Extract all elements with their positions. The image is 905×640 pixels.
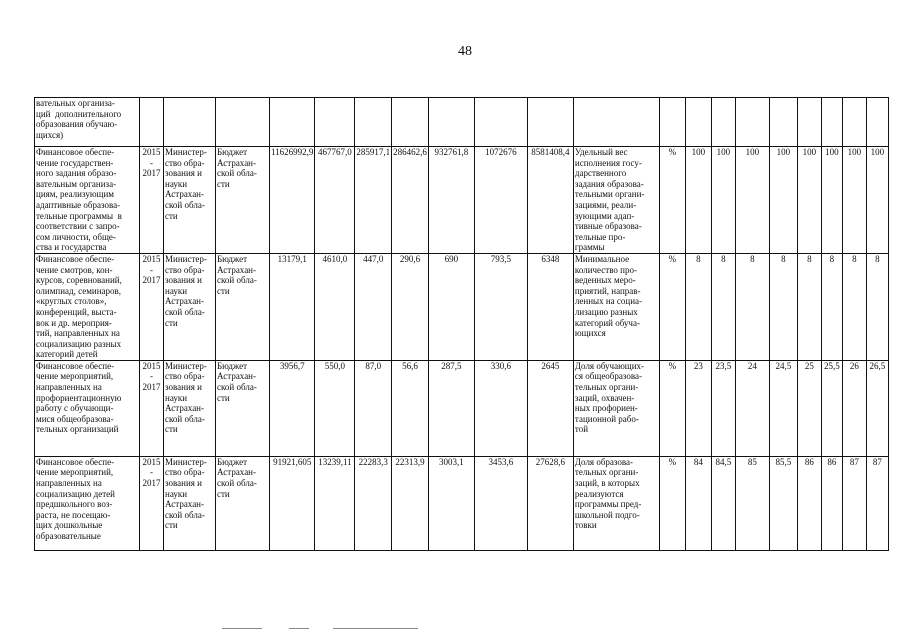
funding-amount-text: 287,5 xyxy=(441,360,462,371)
funding-amount xyxy=(428,360,474,456)
page-number: 48 xyxy=(458,44,472,59)
executor-text: Министер- ство обра- зования и науки Астрахан- ской обла- сти xyxy=(165,147,207,221)
indicator xyxy=(573,456,659,550)
funding-amount-text: 2645 xyxy=(541,360,560,371)
target-value-text: 84 xyxy=(693,456,703,467)
funding-amount-text: 8581408,4 xyxy=(531,147,570,157)
target-value xyxy=(842,147,866,254)
funding-source xyxy=(216,98,270,147)
funding-amount xyxy=(527,360,573,456)
unit-text: % xyxy=(668,456,677,467)
target-value xyxy=(821,147,842,254)
funding-source xyxy=(216,253,270,360)
target-value-text: 100 xyxy=(691,147,706,157)
target-value xyxy=(797,253,821,360)
unit xyxy=(659,98,685,147)
executor xyxy=(164,456,216,550)
indicator-text: Минимальное количество про- веденных меро- приятий, направ- ленных на социа- лизацию разных категорий обуча- ющихся xyxy=(574,253,643,339)
target-value-text: 84,5 xyxy=(715,456,732,467)
funding-amount xyxy=(392,98,429,147)
target-value xyxy=(711,360,735,456)
funding-amount-text: 3453,6 xyxy=(488,456,514,467)
target-value-text: 87 xyxy=(849,456,859,467)
target-value-text: 100 xyxy=(802,147,817,157)
target-value xyxy=(711,456,735,550)
target-value xyxy=(842,253,866,360)
funding-source-text: Бюджет Астрахан- ской обла- сти xyxy=(217,147,257,189)
funding-amount xyxy=(270,360,315,456)
funding-amount xyxy=(474,456,527,550)
activity-description-text: Финансовое обеспе- чение смотров, кон- курсов, соревнований, олимпиад, семинаров, «круглых столов», конференций, выста- вок и др. мероприя- тий, направленных на социализацию разных категорий детей xyxy=(36,253,122,360)
target-value xyxy=(797,360,821,456)
funding-amount-text: 4610,0 xyxy=(322,253,348,264)
target-value-text: 25 xyxy=(804,360,814,371)
target-value xyxy=(866,360,888,456)
implementation-years-text: 2015 - 2017 xyxy=(142,456,161,489)
indicator-text: Удельный вес исполнения госу- дарственного задания образова- тельными органи- зациями, реали- зующими адап- тивные образова- тельные про- граммы xyxy=(574,147,645,253)
target-value-text: 100 xyxy=(847,147,862,157)
indicator xyxy=(573,360,659,456)
funding-amount xyxy=(428,98,474,147)
target-value-text: 100 xyxy=(716,147,731,157)
funding-amount xyxy=(428,147,474,254)
funding-source-text: Бюджет Астрахан- ской обла- сти xyxy=(217,253,257,296)
funding-amount xyxy=(474,253,527,360)
target-value-text: 25,5 xyxy=(824,360,840,371)
funding-amount xyxy=(527,98,573,147)
executor xyxy=(164,253,216,360)
funding-amount xyxy=(355,253,392,360)
target-value xyxy=(711,253,735,360)
funding-amount xyxy=(355,360,392,456)
activity-description-text: Финансовое обеспе- чение мероприятий, направленных на социализацию детей предшкольного воз- раста, не посещаю- щих дошкольные образовательные xyxy=(36,456,115,542)
target-value xyxy=(866,98,888,147)
activity-description xyxy=(35,147,140,254)
indicator-text: Доля обучающих- ся общеобразова- тельных органи- заций, охвачен- ных профориен- тационной рабо- той xyxy=(574,360,645,435)
funding-amount xyxy=(428,456,474,550)
activity-description xyxy=(35,253,140,360)
unit xyxy=(659,253,685,360)
target-value xyxy=(769,98,797,147)
activity-description-text: Финансовое обеспе- чение государствен- ного задания образо- вательным организа- циям, реализующим адаптивные образова- тельные программы в соответствии с запро- сом личности, обще- ства и государства xyxy=(36,147,122,253)
target-value-text: 24 xyxy=(747,360,757,371)
target-value-text: 26,5 xyxy=(869,360,886,371)
funding-source-text: Бюджет Астрахан- ской обла- сти xyxy=(217,360,257,403)
target-value xyxy=(685,360,711,456)
target-value xyxy=(769,253,797,360)
funding-amount-text: 932761,8 xyxy=(434,147,469,157)
table-row xyxy=(35,360,889,456)
funding-amount-text: 3003,1 xyxy=(439,456,464,467)
funding-amount-text: 91921,605 xyxy=(273,456,312,467)
target-value xyxy=(685,456,711,550)
executor-text: Министер- ство обра- зования и науки Астрахан- ской обла- сти xyxy=(165,456,207,531)
funding-amount xyxy=(315,253,355,360)
target-value-text: 100 xyxy=(870,147,885,157)
implementation-years xyxy=(140,456,164,550)
funding-amount-text: 87,0 xyxy=(365,360,382,371)
funding-amount xyxy=(527,456,573,550)
implementation-years-text: 2015 - 2017 xyxy=(142,147,161,179)
funding-amount xyxy=(315,360,355,456)
target-value-text: 100 xyxy=(745,147,760,157)
executor xyxy=(164,360,216,456)
funding-source-text: Бюджет Астрахан- ской обла- сти xyxy=(217,456,257,499)
target-value-text: 8 xyxy=(696,253,701,264)
funding-amount-text: 13239,11 xyxy=(318,456,352,467)
target-value-text: 8 xyxy=(852,253,857,264)
target-value xyxy=(735,98,769,147)
target-value-text: 8 xyxy=(781,253,786,264)
target-value-text: 86 xyxy=(827,456,837,467)
funding-amount xyxy=(355,456,392,550)
activity-description-text: Финансовое обеспе- чение мероприятий, направленных на профориентационную работу с обучающи- мися общеобразова- тельных организаций xyxy=(36,360,122,435)
funding-amount xyxy=(270,456,315,550)
funding-amount-text: 56,6 xyxy=(402,360,418,371)
executor xyxy=(164,147,216,254)
funding-amount-text: 290,6 xyxy=(399,253,421,264)
funding-amount xyxy=(270,98,315,147)
target-value-text: 8 xyxy=(721,253,726,264)
target-value xyxy=(769,360,797,456)
target-value xyxy=(735,147,769,254)
funding-amount xyxy=(428,253,474,360)
funding-amount xyxy=(315,147,355,254)
executor-text: Министер- ство обра- зования и науки Астрахан- ской обла- сти xyxy=(165,360,207,435)
target-value-text: 87 xyxy=(872,456,882,467)
target-value xyxy=(866,253,888,360)
funding-amount-text: 467767,0 xyxy=(318,147,352,157)
target-value xyxy=(685,147,711,254)
target-value xyxy=(842,360,866,456)
funding-amount-text: 6348 xyxy=(541,253,560,264)
target-value xyxy=(797,456,821,550)
target-value xyxy=(769,456,797,550)
target-value-text: 86 xyxy=(804,456,814,467)
funding-amount xyxy=(270,253,315,360)
table-row xyxy=(35,147,889,254)
target-value-text: 100 xyxy=(825,147,839,157)
funding-amount-text: 286462,6 xyxy=(393,147,427,157)
target-value-text: 23,5 xyxy=(715,360,732,371)
table-row xyxy=(35,456,889,550)
target-value xyxy=(735,360,769,456)
implementation-years-text: 2015 - 2017 xyxy=(142,360,161,393)
funding-amount-text: 550,0 xyxy=(324,360,346,371)
target-value xyxy=(735,456,769,550)
funding-source xyxy=(216,147,270,254)
funding-amount xyxy=(474,147,527,254)
table-row xyxy=(35,253,889,360)
indicator-text: Доля образова- тельных органи- заций, в которых реализуются программы пред- школьной подго- товки xyxy=(574,456,642,531)
funding-amount-text: 330,6 xyxy=(490,360,512,371)
funding-amount-text: 793,5 xyxy=(490,253,512,264)
target-value xyxy=(711,147,735,254)
implementation-years xyxy=(140,253,164,360)
unit xyxy=(659,147,685,254)
activity-description xyxy=(35,360,140,456)
target-value xyxy=(797,147,821,254)
funding-source xyxy=(216,456,270,550)
funding-amount xyxy=(355,98,392,147)
activity-description xyxy=(35,98,140,147)
unit xyxy=(659,360,685,456)
target-value-text: 26 xyxy=(849,360,859,371)
funding-amount xyxy=(392,253,429,360)
target-value xyxy=(821,98,842,147)
target-value xyxy=(735,253,769,360)
target-value-text: 85,5 xyxy=(775,456,792,467)
funding-amount-text: 22313,9 xyxy=(395,456,425,467)
implementation-years-text: 2015 - 2017 xyxy=(142,253,161,286)
funding-amount-text: 13179,1 xyxy=(277,253,307,264)
funding-amount-text: 3956,7 xyxy=(279,360,305,371)
program-table xyxy=(34,97,889,551)
funding-amount xyxy=(474,360,527,456)
target-value xyxy=(866,456,888,550)
funding-amount xyxy=(392,147,429,254)
implementation-years xyxy=(140,98,164,147)
funding-amount-text: 27628,6 xyxy=(535,456,566,467)
unit-text: % xyxy=(668,147,677,157)
indicator xyxy=(573,147,659,254)
target-value-text: 8 xyxy=(875,253,880,264)
unit-text: % xyxy=(668,360,677,371)
target-value xyxy=(821,360,842,456)
executor-text: Министер- ство обра- зования и науки Астрахан- ской обла- сти xyxy=(165,253,207,328)
funding-amount xyxy=(315,98,355,147)
target-value xyxy=(769,147,797,254)
funding-amount-text: 285917,1 xyxy=(356,147,391,157)
funding-amount xyxy=(527,253,573,360)
indicator xyxy=(573,253,659,360)
funding-amount xyxy=(392,456,429,550)
target-value xyxy=(685,98,711,147)
implementation-years xyxy=(140,147,164,254)
indicator xyxy=(573,98,659,147)
target-value xyxy=(711,98,735,147)
funding-amount-text: 690 xyxy=(444,253,459,264)
funding-amount xyxy=(355,147,392,254)
funding-amount-text: 22283,3 xyxy=(358,456,388,467)
funding-amount-text: 447,0 xyxy=(363,253,384,264)
activity-description xyxy=(35,456,140,550)
implementation-years xyxy=(140,360,164,456)
funding-amount xyxy=(270,147,315,254)
target-value-text: 85 xyxy=(747,456,757,467)
target-value xyxy=(685,253,711,360)
target-value-text: 23 xyxy=(693,360,703,371)
unit-text: % xyxy=(668,253,677,264)
executor xyxy=(164,98,216,147)
target-value-text: 24,5 xyxy=(775,360,792,371)
activity-description-text: вательных организа- ций дополнительного образования обучаю- щихся) xyxy=(36,98,122,140)
target-value-text: 8 xyxy=(807,253,812,264)
funding-amount-text: 11626992,9 xyxy=(271,147,314,157)
target-value xyxy=(842,456,866,550)
funding-amount-text: 1072676 xyxy=(485,147,517,157)
target-value-text: 100 xyxy=(776,147,791,157)
target-value xyxy=(797,98,821,147)
target-value xyxy=(842,98,866,147)
target-value-text: 8 xyxy=(750,253,755,264)
unit xyxy=(659,456,685,550)
funding-amount xyxy=(315,456,355,550)
funding-amount xyxy=(527,147,573,254)
target-value xyxy=(866,147,888,254)
target-value xyxy=(821,253,842,360)
target-value xyxy=(821,456,842,550)
funding-amount xyxy=(474,98,527,147)
funding-amount xyxy=(392,360,429,456)
table-row xyxy=(35,98,889,147)
funding-source xyxy=(216,360,270,456)
target-value-text: 8 xyxy=(829,253,835,264)
